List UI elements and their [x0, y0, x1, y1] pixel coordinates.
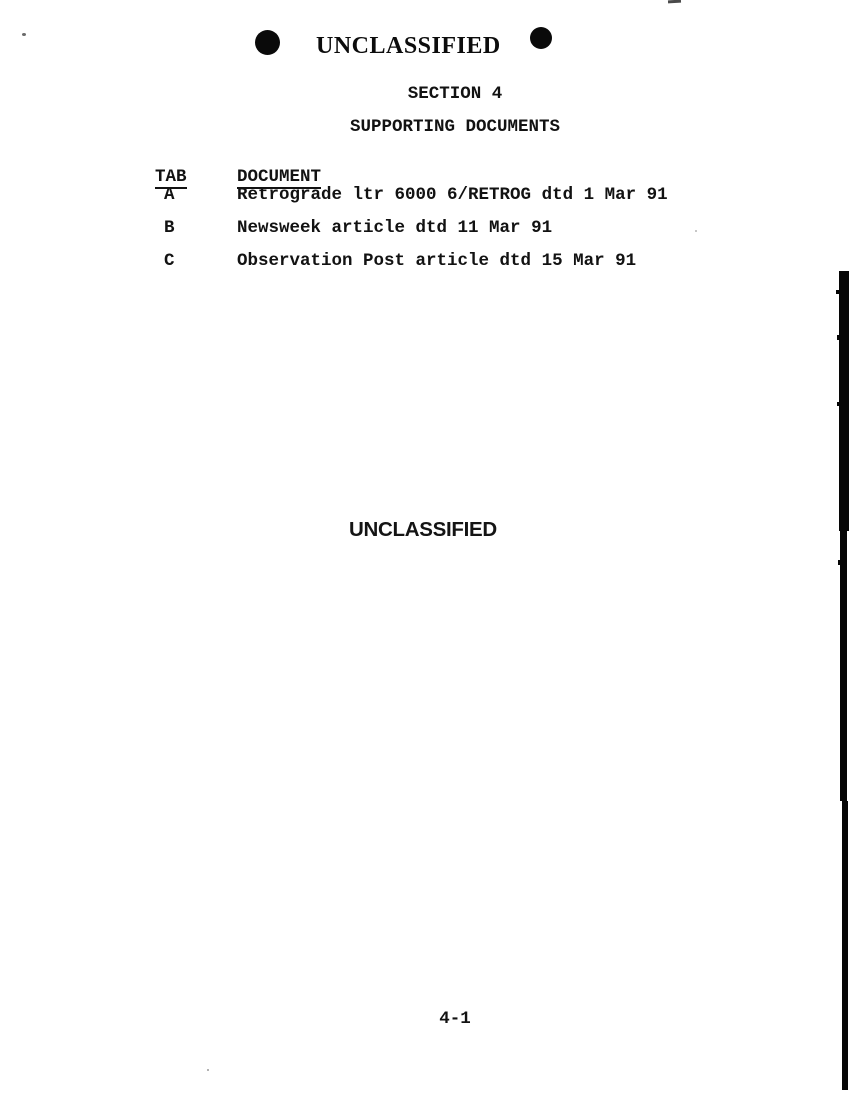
document-column-header: DOCUMENT	[237, 169, 321, 190]
page-number: 4-1	[439, 1009, 471, 1029]
tab-column-header: TAB	[155, 169, 187, 190]
classification-banner: UNCLASSIFIED	[316, 33, 501, 59]
scan-artifact-notch	[837, 335, 839, 340]
section-title: SECTION 4	[407, 84, 503, 104]
table-row	[113, 235, 636, 288]
scan-artifact-edge-bar	[839, 271, 849, 531]
scan-artifact-notch	[837, 402, 839, 406]
section-subtitle: SUPPORTING DOCUMENTS	[349, 117, 561, 137]
scan-artifact-edge-bar	[840, 531, 847, 801]
document-cell: Observation Post article dtd 15 Mar 91	[237, 250, 637, 271]
tab-cell: B	[164, 217, 175, 238]
scan-speck	[695, 230, 697, 232]
filled-circle-icon	[255, 30, 280, 55]
scan-speck	[22, 33, 26, 36]
tab-cell: A	[164, 184, 175, 205]
center-classification: UNCLASSIFIED	[349, 518, 497, 541]
filled-circle-icon	[530, 27, 552, 49]
tab-cell: C	[164, 250, 175, 271]
document-cell: Retrograde ltr 6000 6/RETROG dtd 1 Mar 91	[237, 184, 668, 205]
scan-artifact-top-dash	[668, 0, 681, 3]
scan-speck	[207, 1069, 209, 1071]
document-cell: Newsweek article dtd 11 Mar 91	[237, 217, 553, 238]
scan-artifact-edge-bar	[842, 801, 848, 1090]
scan-artifact-notch	[836, 290, 839, 294]
scan-artifact-notch	[838, 560, 840, 565]
